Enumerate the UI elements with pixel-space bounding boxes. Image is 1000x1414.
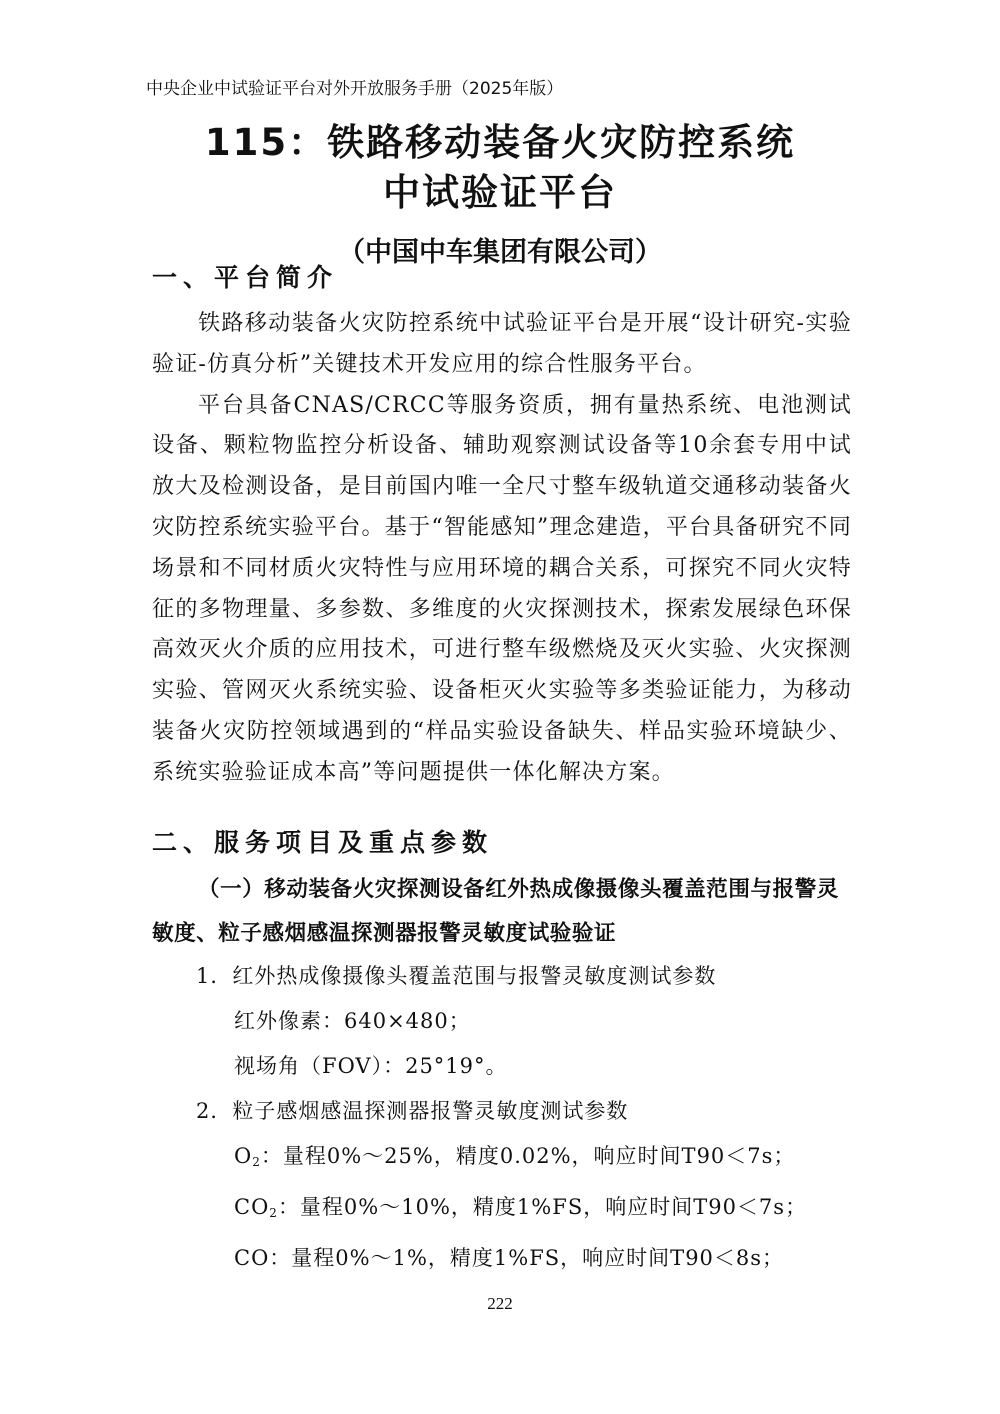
param-co: CO：量程0%～1%，精度1%FS，响应时间T90＜8s； [234, 1246, 785, 1270]
co2-subscript: 2 [269, 1206, 278, 1220]
page-title-line-1: 115：铁路移动装备火灾防控系统 [204, 121, 796, 164]
title-block [0, 118, 1000, 274]
list-item-title: 2．粒子感烟感温探测器报警灵敏度测试参数 [196, 1099, 629, 1123]
organization-subtitle: （中国中车集团有限公司） [338, 237, 662, 268]
co2-spec: ：量程0%～10%，精度1%FS，响应时间T90＜7s； [277, 1195, 808, 1219]
o2-formula: O [234, 1144, 253, 1168]
paragraph: 铁路移动装备火灾防控系统中试验证平台是开展“设计研究-实验验证-仿真分析”关键技术开发应用的综合性服务平台。 [152, 311, 852, 377]
list-item-title: 1．红外热成像摄像头覆盖范围与报警灵敏度测试参数 [196, 964, 717, 988]
section-heading-platform-intro: 一、平台简介 [152, 263, 339, 292]
param-o2 [196, 1134, 836, 1185]
co2-formula: CO [234, 1195, 270, 1219]
param-co2 [196, 1185, 836, 1236]
paragraph: 平台具备CNAS/CRCC等服务资质，拥有量热系统、电池测试设备、颗粒物监控分析设备、辅助观察测试设备等10余套专用中试放大及检测设备，是目前国内唯一全尺寸整车级轨道交通移动装备火灾防控系统实验平台。基于“智能感知”理念建造，平台具备研究不同场景和不同材质火灾特性与应用环境的耦合关系，可探究不同火灾特征的多物理量、多参数、多维度的火灾探测技术，探索发展绿色环保高效灭火介质的应用技术，可进行整车级燃烧及灭火实验、火灾探测实验、管网灭火系统实验、设备柜灭火实验等多类验证能力，为移动装备火灾防控领域遇到的“样品实验设备缺失、样品实验环境缺少、系统实验验证成本高”等问题提供一体化解决方案。 [152, 392, 852, 785]
running-header: 中央企业中试验证平台对外开放服务手册（2025年版） [146, 79, 564, 99]
page-title-line-2: 中试验证平台 [383, 171, 617, 214]
o2-spec: ：量程0%～25%，精度0.02%，响应时间T90＜7s； [260, 1144, 796, 1168]
platform-intro-body [152, 304, 852, 794]
param-infrared-pixels: 红外像素：640×480； [234, 1009, 471, 1033]
param-field-of-view: 视场角（FOV）：25°19°。 [234, 1054, 508, 1078]
o2-subscript: 2 [252, 1155, 261, 1169]
page-number: 222 [487, 1294, 513, 1313]
subsection-heading-1: （一）移动装备火灾探测设备红外热成像摄像头覆盖范围与报警灵敏度、粒子感烟感温探测器报警灵敏度试验验证 [152, 877, 839, 946]
parameter-list [196, 954, 836, 1281]
section-heading-services: 二、服务项目及重点参数 [152, 828, 494, 857]
